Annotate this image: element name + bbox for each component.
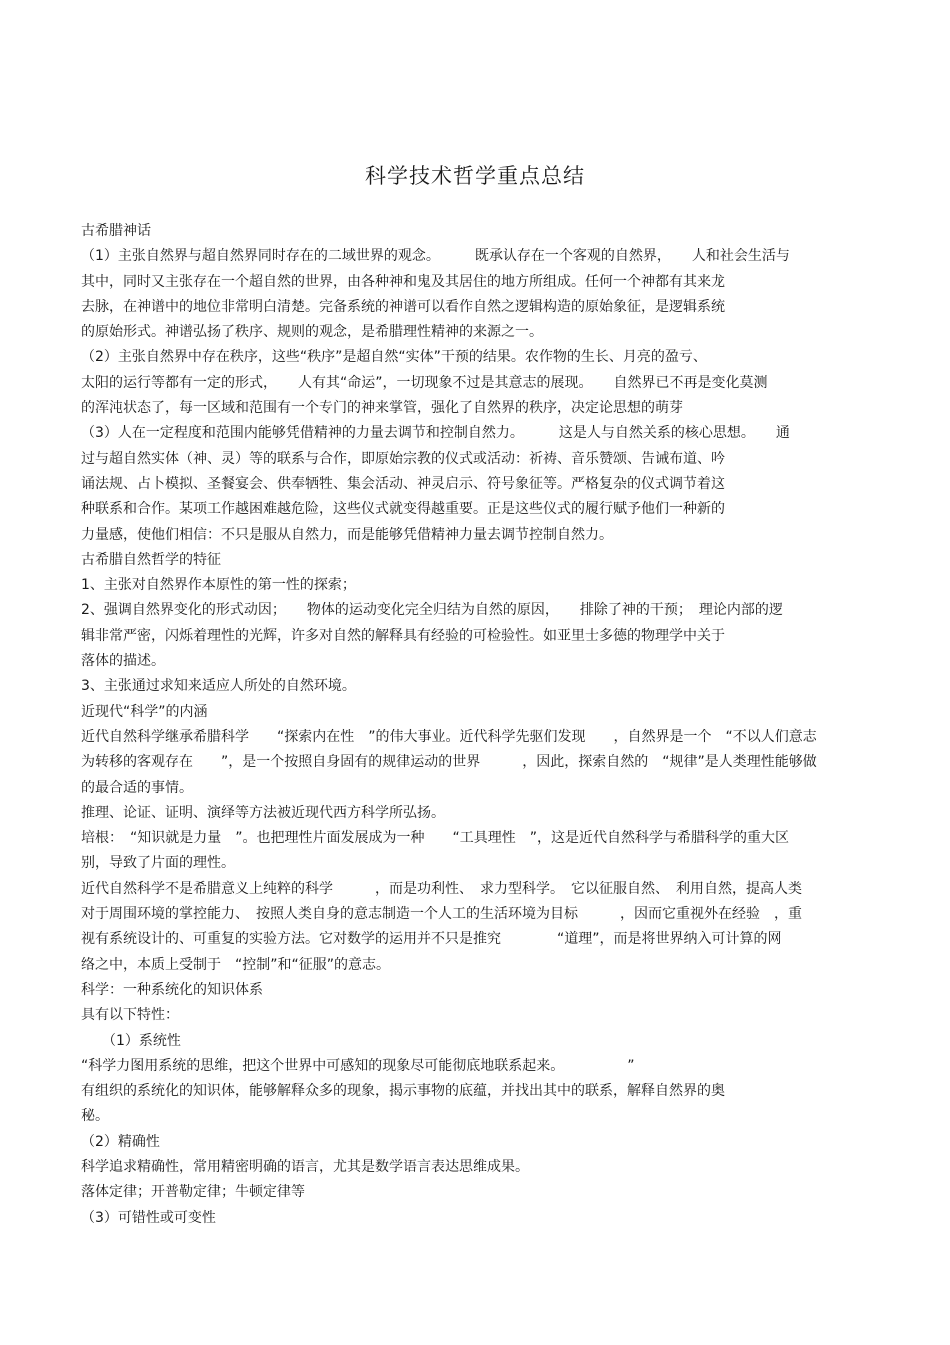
text-line: 落体定律；开普勒定律；牛顿定律等 <box>81 1184 305 1201</box>
text-line: 2、强调自然界变化的形式动因； 物体的运动变化完全归结为自然的原因， 排除了神的干预； 理论内部的逻 <box>81 602 783 619</box>
text-line: 其中，同时又主张存在一个超自然的世界，由各种神和鬼及其居住的地方所组成。任何一个神都有其来龙 <box>81 273 725 290</box>
text-line: “科学力图用系统的思维，把这个世界中可感知的现象尽可能彻底地联系起来。 ” <box>81 1057 635 1074</box>
text-line: 有组织的系统化的知识体，能够解释众多的现象，揭示事物的底蕴，并找出其中的联系，解释自然界的奥 <box>81 1083 725 1100</box>
text-line: 种联系和合作。某项工作越困难越危险，这些仪式就变得越重要。正是这些仪式的履行赋予他们一种新的 <box>81 501 725 518</box>
text-line: 辑非常严密，闪烁着理性的光辉，许多对自然的解释具有经验的可检验性。如亚里士多德的物理学中关于 <box>81 627 725 644</box>
text-line: 具有以下特性： <box>81 1007 179 1024</box>
text-line: 近代自然科学不是希腊意义上纯粹的科学 ，而是功利性、 求力型科学。 它以征服自然、 利用自然，提高人类 <box>81 880 802 897</box>
text-line: 近现代“科学”的内涵 <box>81 703 208 720</box>
text-line: 的最合适的事情。 <box>81 779 193 796</box>
text-line: 落体的描述。 <box>81 653 165 670</box>
document-body <box>81 219 871 1231</box>
text-line: 太阳的运行等都有一定的形式， 人有其“命运”，一切现象不过是其意志的展现。 自然界已不再是变化莫测 <box>81 374 768 391</box>
text-line: 络之中，本质上受制于 “控制”和“征服”的意志。 <box>81 956 391 973</box>
text-line: 秘。 <box>81 1108 109 1125</box>
text-line: 为转移的客观存在 ”，是一个按照自身固有的规律运动的世界 ，因此，探索自然的 “规律”是人类理性能够做 <box>81 754 817 771</box>
text-line: 视有系统设计的、可重复的实验方法。它对数学的运用并不只是推究 “道理”，而是将世界纳入可计算的网 <box>81 931 782 948</box>
text-line: 的原始形式。神谱弘扬了秩序、规则的观念，是希腊理性精神的来源之一。 <box>81 324 543 341</box>
text-line: 培根： “知识就是力量 ”。也把理性片面发展成为一种 “工具理性 ”，这是近代自然科学与希腊科学的重大区 <box>81 830 790 847</box>
text-line: 去脉，在神谱中的地位非常明白清楚。完备系统的神谱可以看作自然之逻辑构造的原始象征，是逻辑系统 <box>81 298 725 315</box>
text-line: （3）可错性或可变性 <box>81 1209 216 1226</box>
text-line: 近代自然科学继承希腊科学 “探索内在性 ”的伟大事业。近代科学先驱们发现 ，自然界是一个 “不以人们意志 <box>81 728 817 745</box>
text-line: 古希腊自然哲学的特征 <box>81 551 221 568</box>
text-line: 3、主张通过求知来适应人所处的自然环境。 <box>81 678 356 695</box>
text-line: 科学追求精确性，常用精密明确的语言，尤其是数学语言表达思维成果。 <box>81 1158 529 1175</box>
text-line: 1、主张对自然界作本原性的第一性的探索； <box>81 577 356 594</box>
text-line: （2）主张自然界中存在秩序，这些“秩序”是超自然“实体”干预的结果。农作物的生长、月亮的盈亏、 <box>81 349 707 366</box>
text-line: 力量感，使他们相信：不只是服从自然力，而是能够凭借精神力量去调节控制自然力。 <box>81 526 613 543</box>
text-line: 的浑沌状态了，每一区域和范围有一个专门的神来掌管，强化了自然界的秩序，决定论思想的萌芽 <box>81 400 683 417</box>
page-title: 科学技术哲学重点总结 <box>365 164 585 188</box>
text-line: 对于周围环境的掌控能力、 按照人类自身的意志制造一个人工的生活环境为目标 ，因而它重视外在经验 ，重 <box>81 906 802 923</box>
text-line: （1）系统性 <box>81 1032 181 1049</box>
text-line: 诵法规、占卜模拟、圣餐宴会、供奉牺牲、集会活动、神灵启示、符号象征等。严格复杂的仪式调节着这 <box>81 475 725 492</box>
text-line: 古希腊神话 <box>81 223 151 239</box>
text-line: 推理、论证、证明、演绎等方法被近现代西方科学所弘扬。 <box>81 804 445 821</box>
text-line: 科学：一种系统化的知识体系 <box>81 981 263 998</box>
text-line: 过与超自然实体（神、灵）等的联系与合作，即原始宗教的仪式或活动：祈祷、音乐赞颂、告诫布道、吟 <box>81 450 725 467</box>
text-line: （1）主张自然界与超自然界同时存在的二域世界的观念。 既承认存在一个客观的自然界， 人和社会生活与 <box>81 248 790 265</box>
text-line: 别，导致了片面的理性。 <box>81 855 235 872</box>
text-line: （3）人在一定程度和范围内能够凭借精神的力量去调节和控制自然力。 这是人与自然关系的核心思想。 通 <box>81 425 790 442</box>
text-line: （2）精确性 <box>81 1133 160 1150</box>
